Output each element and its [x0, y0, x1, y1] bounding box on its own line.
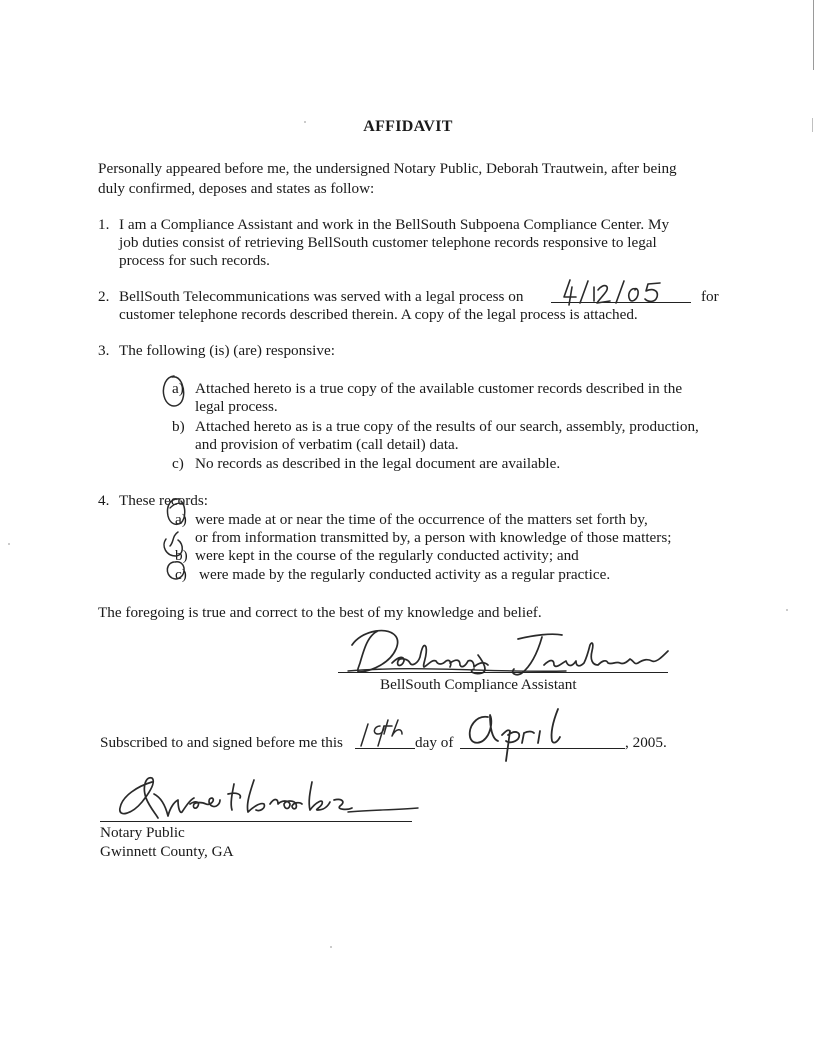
option-line: No records as described in the legal document are available.	[195, 455, 561, 472]
item-1-line: job duties consist of retrieving BellSouth customer telephone records responsive to legal	[119, 234, 657, 251]
handwritten-day	[358, 718, 416, 750]
handwritten-served-date	[560, 277, 670, 307]
option-letter: b)	[175, 547, 188, 564]
item-4-heading: These records:	[119, 492, 208, 509]
affiant-signature-line	[338, 672, 668, 673]
option-line: were kept in the course of the regularly conducted activity; and	[195, 547, 579, 564]
option-line: were made by the regularly conducted activity as a regular practice.	[199, 566, 611, 583]
subscribed-text-start: Subscribed to and signed before me this	[100, 734, 343, 751]
option-line: Attached hereto is a true copy of the available customer records described in the	[195, 380, 683, 397]
item-3-number: 3.	[98, 342, 110, 359]
item-2-line: customer telephone records described therein. A copy of the legal process is attached.	[119, 306, 638, 323]
scan-speck	[786, 609, 788, 611]
option-line: were made at or near the time of the occurrence of the matters set forth by,	[195, 511, 648, 528]
intro-line: Personally appeared before me, the undersigned Notary Public, Deborah Trautwein, after being	[98, 160, 677, 177]
item-2-number: 2.	[98, 288, 110, 305]
signer-title: BellSouth Compliance Assistant	[380, 676, 577, 693]
option-letter: c)	[172, 455, 184, 472]
option-line: or from information transmitted by, a person with knowledge of those matters;	[195, 529, 672, 546]
item-2-line-start: BellSouth Telecommunications was served with a legal process on	[119, 288, 524, 305]
option-line: and provision of verbatim (call detail) data.	[195, 436, 459, 453]
item-2-line-end: for	[701, 288, 719, 305]
handwritten-month	[462, 705, 612, 765]
affiant-signature	[338, 625, 678, 683]
option-letter: a)	[175, 511, 187, 528]
option-letter: a)	[172, 380, 184, 397]
notary-county: Gwinnett County, GA	[100, 843, 234, 860]
handwritten-circle-mark	[158, 374, 188, 414]
notary-title: Notary Public	[100, 824, 185, 841]
scan-speck	[8, 543, 10, 545]
item-1-number: 1.	[98, 216, 110, 233]
subscribed-text-mid: day of	[415, 734, 454, 751]
document-title: AFFIDAVIT	[363, 118, 453, 135]
closing-statement: The foregoing is true and correct to the best of my knowledge and belief.	[98, 604, 542, 621]
option-line: Attached hereto as is a true copy of the results of our search, assembly, production,	[195, 418, 699, 435]
item-1-line: process for such records.	[119, 252, 270, 269]
option-letter: b)	[172, 418, 185, 435]
item-4-number: 4.	[98, 492, 110, 509]
subscribed-year: , 2005.	[625, 734, 667, 751]
scan-edge-line	[813, 0, 814, 70]
option-line: legal process.	[195, 398, 278, 415]
intro-line: duly confirmed, deposes and states as follow:	[98, 180, 375, 197]
item-1-line: I am a Compliance Assistant and work in the BellSouth Subpoena Compliance Center. My	[119, 216, 670, 233]
notary-signature-line	[100, 821, 412, 822]
item-3-heading: The following (is) (are) responsive:	[119, 342, 335, 359]
scan-speck	[330, 946, 332, 948]
handwritten-circle-marks	[148, 496, 198, 586]
option-letter: c)	[175, 566, 187, 583]
